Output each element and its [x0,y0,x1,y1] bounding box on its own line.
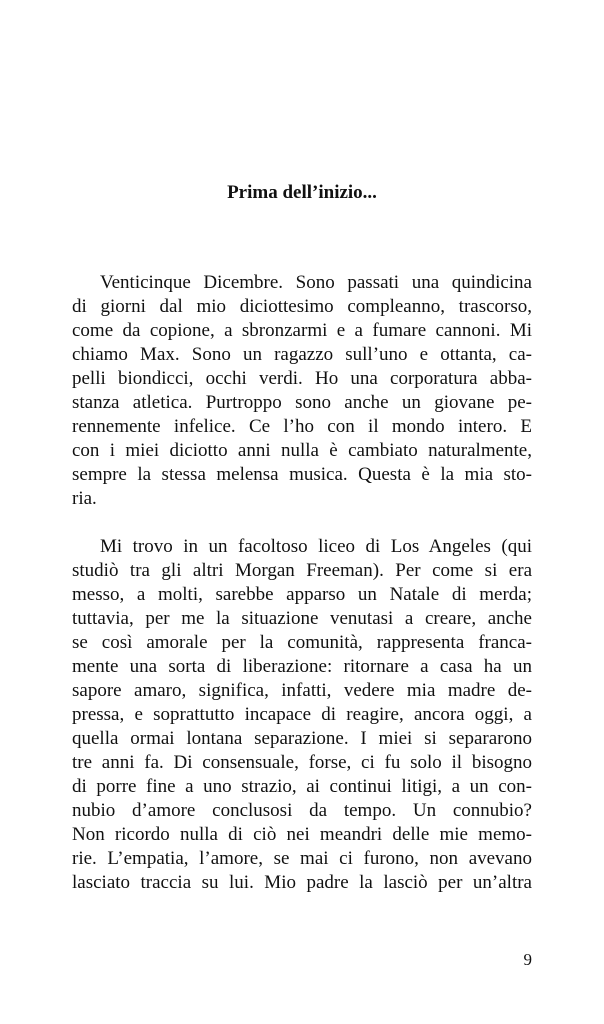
text-line: di porre fine a uno strazio, ai continui litigi, a un con- [72,776,532,797]
text-line: mente una sorta di liberazione: ritornare a casa ha un [72,656,532,677]
text-line: messo, a molti, sarebbe apparso un Natale di merda; [72,584,532,605]
text-line: di giorni dal mio diciottesimo compleanno, trascorso, [72,296,532,317]
text-line: sapore amaro, significa, infatti, vedere mia madre de- [72,680,532,701]
text-line: Venticinque Dicembre. Sono passati una quindicina [100,272,532,293]
chapter-title: Prima dell’inizio... [227,182,377,203]
text-line: chiamo Max. Sono un ragazzo sull’uno e ottanta, ca- [72,344,532,365]
text-line: pelli biondicci, occhi verdi. Ho una corporatura abba- [72,368,532,389]
text-line: rie. L’empatia, l’amore, se mai ci furono, non avevano [72,848,532,869]
text-line: stanza atletica. Purtroppo sono anche un giovane pe- [72,392,532,413]
body-text [72,271,532,895]
text-line: tre anni fa. Di consensuale, forse, ci fu solo il bisogno [72,752,532,773]
text-line: lasciato traccia su lui. Mio padre la lasciò per un’altra [72,872,532,893]
text-line: nubio d’amore conclusosi da tempo. Un connubio? [72,800,532,821]
text-line: come da copione, a sbronzarmi e a fumare cannoni. Mi [72,320,532,341]
paragraph-1 [72,271,532,511]
text-line: tuttavia, per me la situazione venutasi a creare, anche [72,608,532,629]
text-line: sempre la stessa melensa musica. Questa è la mia sto- [72,464,532,485]
text-line: quella ormai lontana separazione. I miei si separarono [72,728,532,749]
text-line: Non ricordo nulla di ciò nei meandri delle mie memo- [72,824,532,845]
text-line: se così amorale per la comunità, rappresenta franca- [72,632,532,653]
paragraph-gap [72,511,532,535]
text-line: Mi trovo in un facoltoso liceo di Los Angeles (qui [100,536,532,557]
text-line: ria. [72,488,97,509]
paragraph-2 [72,535,532,895]
page-number: 9 [523,950,532,969]
text-line: con i miei diciotto anni nulla è cambiato naturalmente, [72,440,532,461]
text-line: studiò tra gli altri Morgan Freeman). Per come si era [72,560,532,581]
text-line: pressa, e soprattutto incapace di reagire, ancora oggi, a [72,704,532,725]
text-line: rennemente infelice. Ce l’ho con il mondo intero. E [72,416,532,437]
